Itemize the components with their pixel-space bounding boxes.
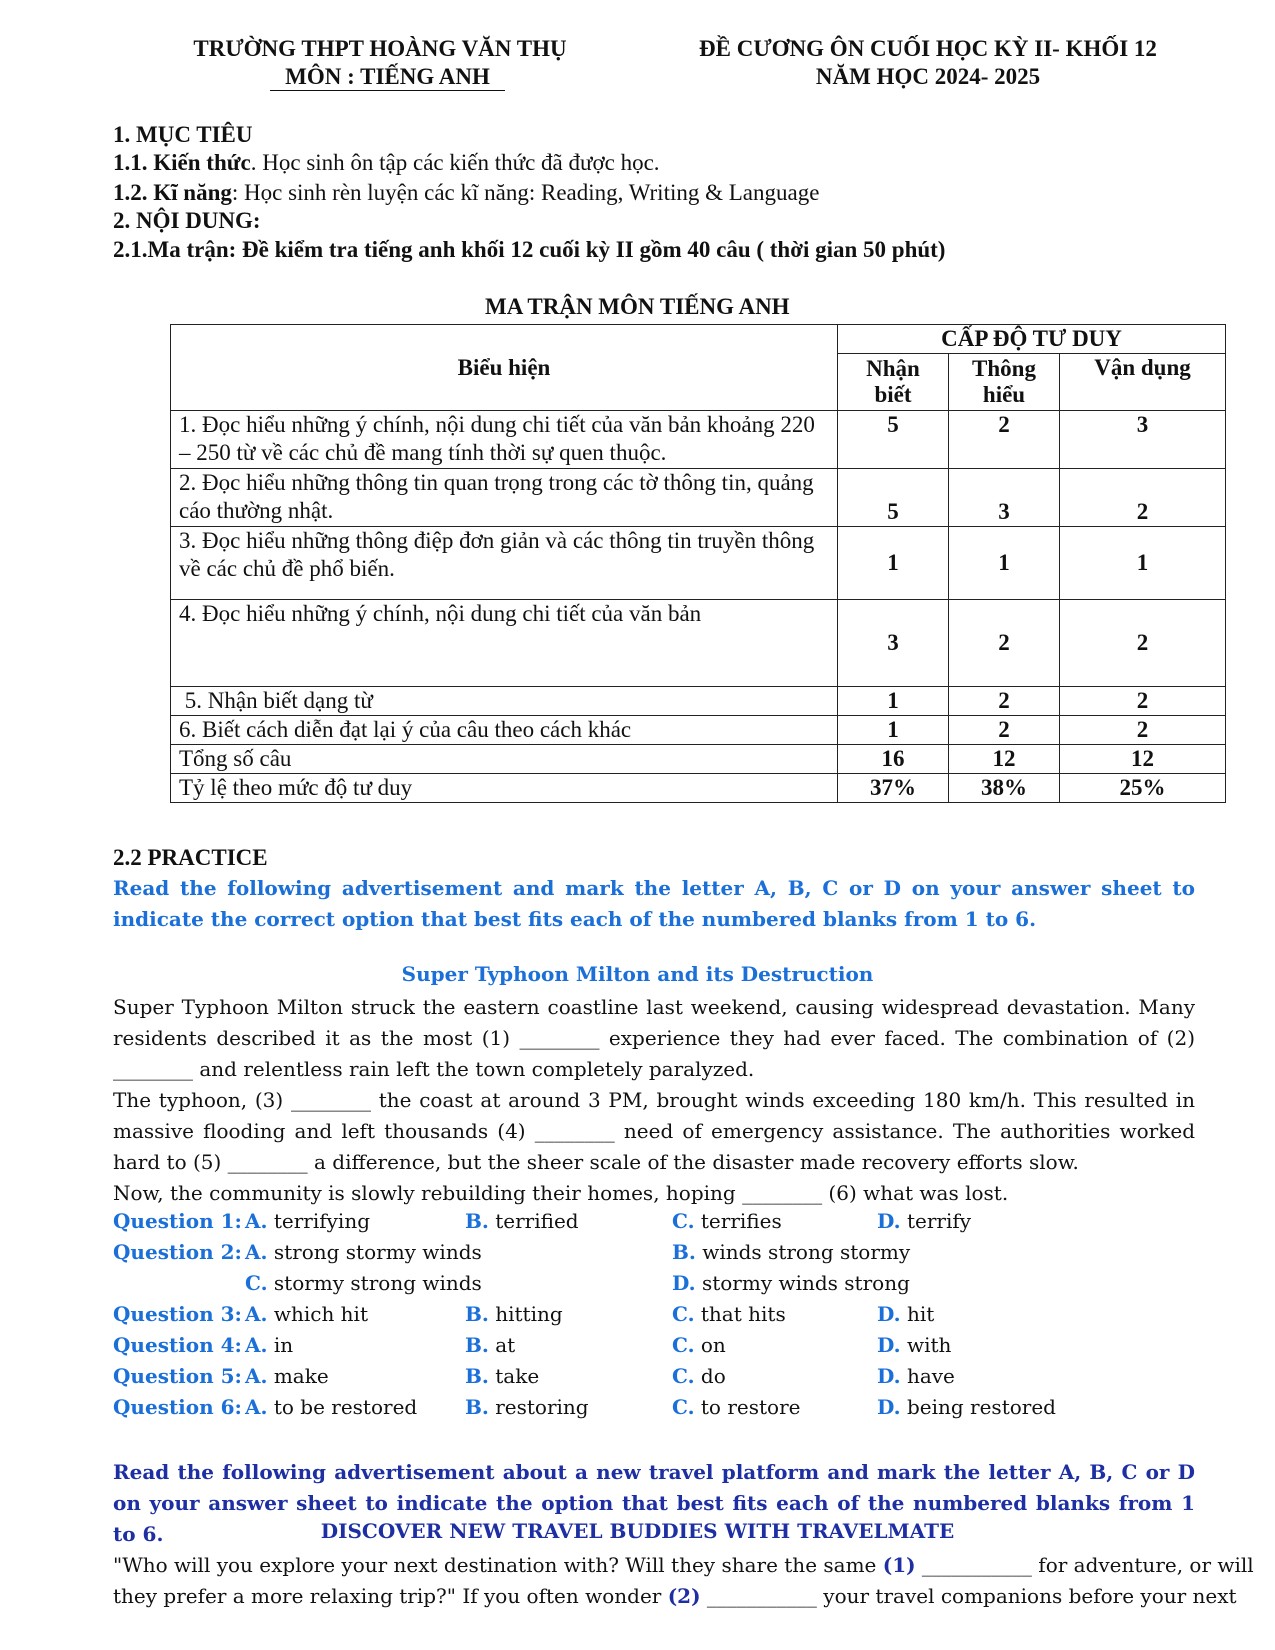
- cell-value: 1: [1060, 527, 1226, 600]
- cell-value: 1: [838, 716, 949, 745]
- cell-value: 37%: [838, 774, 949, 803]
- question-3: [113, 1302, 242, 1326]
- col-group-header: CẤP ĐỘ TƯ DUY: [838, 325, 1226, 354]
- option-letter: A.: [245, 1302, 268, 1326]
- option-letter: D.: [672, 1271, 696, 1295]
- section2-heading: 2. NỘI DUNG:: [113, 208, 261, 233]
- passage1-paragraph-1: Super Typhoon Milton struck the eastern coastline last weekend, causing widespread devastation. Many residents described it as the most (1) ________ experience they had ever faced. The combination of (2) ________ and relentless rain left the town completely paralyzed.: [113, 995, 1195, 1081]
- table-row: [171, 687, 1226, 716]
- option-letter: C.: [672, 1302, 695, 1326]
- row-desc: Tỷ lệ theo mức độ tư duy: [171, 774, 838, 803]
- question-label: Question 1:: [113, 1209, 242, 1233]
- practice-heading: 2.2 PRACTICE: [113, 845, 268, 870]
- option-letter: B.: [465, 1302, 489, 1326]
- cell-value: 12: [1060, 745, 1226, 774]
- option-text: restoring: [495, 1395, 589, 1419]
- option-b[interactable]: [465, 1395, 589, 1419]
- table-row: [171, 600, 1226, 687]
- cell-value: 2: [949, 411, 1060, 469]
- cell-value: 2: [1060, 687, 1226, 716]
- option-b[interactable]: [672, 1240, 910, 1264]
- cell-value: 12: [949, 745, 1060, 774]
- col-nhan-biet-header: Nhận biết: [838, 354, 949, 411]
- option-letter: A.: [245, 1333, 268, 1357]
- cell-value: 2: [1060, 469, 1226, 527]
- option-a[interactable]: [245, 1364, 329, 1388]
- option-text: have: [906, 1364, 955, 1388]
- option-letter: C.: [672, 1395, 695, 1419]
- cell-value: 1: [838, 527, 949, 600]
- option-c[interactable]: [672, 1333, 726, 1357]
- matrix-table: [170, 324, 1226, 803]
- cell-value: 1: [949, 527, 1060, 600]
- option-text: terrified: [495, 1209, 579, 1233]
- cell-value: 2: [949, 687, 1060, 716]
- passage2-text: "Who will you explore your next destination with? Will they share the same: [113, 1553, 883, 1577]
- option-letter: A.: [245, 1364, 268, 1388]
- cell-value: 2: [949, 600, 1060, 687]
- passage2-line-1: [113, 1550, 1254, 1581]
- passage1-paragraph-2: The typhoon, (3) ________ the coast at around 3 PM, brought winds exceeding 180 km/h. This resulted in massive flooding and left thousands (4) ________ need of emergency assistance. The authorities worked hard to (5) ________ a difference, but the sheer scale of the disaster made recovery efforts slow.: [113, 1088, 1195, 1174]
- passage2-text: ___________ your travel companions before your next: [700, 1584, 1237, 1608]
- col-van-dung-header: Vận dụng: [1060, 354, 1226, 411]
- option-letter: B.: [465, 1333, 489, 1357]
- option-c[interactable]: [672, 1302, 786, 1326]
- option-d[interactable]: [672, 1271, 910, 1295]
- knowledge-label: 1.1. Kiến thức: [113, 150, 251, 175]
- option-text: terrifying: [273, 1209, 371, 1233]
- question-6: [113, 1395, 242, 1419]
- option-letter: A.: [245, 1240, 268, 1264]
- option-letter: D.: [877, 1302, 901, 1326]
- question-label: Question 5:: [113, 1364, 242, 1388]
- option-text: stormy winds strong: [701, 1271, 910, 1295]
- option-d[interactable]: [877, 1209, 971, 1233]
- option-letter: D.: [877, 1395, 901, 1419]
- cell-value: 2: [1060, 600, 1226, 687]
- option-d[interactable]: [877, 1364, 955, 1388]
- blank-number: (2): [667, 1584, 701, 1608]
- blank-number: (1): [882, 1553, 916, 1577]
- row-desc: 4. Đọc hiểu những ý chính, nội dung chi tiết của văn bản: [171, 600, 838, 687]
- matrix-title: MA TRẬN MÔN TIẾNG ANH: [485, 294, 790, 319]
- school-year: NĂM HỌC 2024- 2025: [815, 64, 1041, 89]
- option-d[interactable]: [877, 1302, 934, 1326]
- option-a[interactable]: [245, 1302, 368, 1326]
- instruction-1: Read the following advertisement and mark the letter A, B, C or D on your answer sheet to indicate the correct option that best fits each of the numbered blanks from 1 to 6.: [113, 876, 1195, 931]
- school-name: TRƯỜNG THPT HOÀNG VĂN THỤ: [193, 36, 567, 61]
- cell-value: 5: [838, 469, 949, 527]
- document-title: ĐỀ CƯƠNG ÔN CUỐI HỌC KỲ II- KHỐI 12: [699, 36, 1157, 61]
- question-label: Question 6:: [113, 1395, 242, 1419]
- passage2-title: DISCOVER NEW TRAVEL BUDDIES WITH TRAVELMATE: [320, 1519, 955, 1543]
- option-letter: C.: [672, 1364, 695, 1388]
- col-thong-hieu-header: Thông hiểu: [949, 354, 1060, 411]
- section1-heading: 1. MỤC TIÊU: [113, 122, 253, 147]
- cell-value: 25%: [1060, 774, 1226, 803]
- option-letter: B.: [465, 1395, 489, 1419]
- question-label: Question 4:: [113, 1333, 242, 1357]
- option-text: take: [495, 1364, 540, 1388]
- option-a[interactable]: [245, 1240, 482, 1264]
- option-letter: D.: [877, 1209, 901, 1233]
- cell-value: 38%: [949, 774, 1060, 803]
- table-row: [171, 716, 1226, 745]
- option-text: with: [906, 1333, 952, 1357]
- question-5: [113, 1364, 242, 1388]
- passage1-paragraph-3: Now, the community is slowly rebuilding their homes, hoping ________ (6) what was lost.: [113, 1181, 1009, 1205]
- passage2-text: they prefer a more relaxing trip?" If you often wonder: [113, 1584, 668, 1608]
- cell-value: 3: [838, 600, 949, 687]
- option-text: strong stormy winds: [273, 1240, 482, 1264]
- option-text: to be restored: [273, 1395, 418, 1419]
- row-desc: 6. Biết cách diễn đạt lại ý của câu theo cách khác: [171, 716, 838, 745]
- option-letter: B.: [465, 1364, 489, 1388]
- option-text: make: [273, 1364, 329, 1388]
- matrix-heading: 2.1.Ma trận: Đề kiểm tra tiếng anh khối 12 cuối kỳ II gồm 40 câu ( thời gian 50 phút): [113, 237, 946, 262]
- option-c[interactable]: [672, 1209, 782, 1233]
- option-text: which hit: [273, 1302, 368, 1326]
- question-label: Question 2:: [113, 1240, 242, 1264]
- option-b[interactable]: [465, 1209, 579, 1233]
- col-desc-header: Biểu hiện: [171, 325, 838, 411]
- row-desc: Tổng số câu: [171, 745, 838, 774]
- option-text: hit: [906, 1302, 935, 1326]
- option-d[interactable]: [877, 1333, 951, 1357]
- skills-text: : Học sinh rèn luyện các kĩ năng: Reading, Writing & Language: [231, 180, 820, 205]
- passage2-line-2: [113, 1581, 1237, 1612]
- question-4: [113, 1333, 242, 1357]
- option-d[interactable]: [877, 1395, 1056, 1419]
- table-row: [171, 411, 1226, 469]
- table-row: [171, 469, 1226, 527]
- row-desc: 3. Đọc hiểu những thông điệp đơn giản và các thông tin truyền thông về các chủ đề phổ biến.: [171, 527, 838, 600]
- option-text: being restored: [906, 1395, 1056, 1419]
- option-letter: B.: [672, 1240, 696, 1264]
- option-b[interactable]: [465, 1302, 563, 1326]
- subject-name: MÔN : TIẾNG ANH: [270, 64, 505, 91]
- instruction-2: Read the following advertisement about a new travel platform and mark the letter A, B, C or D on your answer sheet to indicate the option that best fits each of the numbered blanks from 1 to 6.: [113, 1460, 1195, 1546]
- cell-value: 5: [838, 411, 949, 469]
- row-desc: 5. Nhận biết dạng từ: [171, 687, 838, 716]
- option-text: to restore: [700, 1395, 801, 1419]
- question-label: Question 3:: [113, 1302, 242, 1326]
- option-c[interactable]: [672, 1395, 800, 1419]
- skills-label: 1.2. Kĩ năng: [113, 180, 232, 205]
- cell-value: 2: [1060, 716, 1226, 745]
- option-letter: B.: [465, 1209, 489, 1233]
- option-letter: D.: [877, 1333, 901, 1357]
- cell-value: 3: [1060, 411, 1226, 469]
- option-text: stormy strong winds: [273, 1271, 482, 1295]
- option-a[interactable]: [245, 1333, 293, 1357]
- knowledge-text: . Học sinh ôn tập các kiến thức đã được học.: [250, 150, 660, 175]
- knowledge-line: [113, 150, 660, 176]
- option-text: do: [700, 1364, 726, 1388]
- option-letter: C.: [245, 1271, 268, 1295]
- table-row: [171, 745, 1226, 774]
- option-text: at: [495, 1333, 516, 1357]
- passage1-title: Super Typhoon Milton and its Destruction: [401, 962, 874, 986]
- option-b[interactable]: [465, 1333, 515, 1357]
- option-letter: C.: [672, 1333, 695, 1357]
- row-desc: 2. Đọc hiểu những thông tin quan trọng trong các tờ thông tin, quảng cáo thường nhật.: [171, 469, 838, 527]
- question-2: [113, 1240, 242, 1264]
- option-text: winds strong stormy: [702, 1240, 911, 1264]
- cell-value: 3: [949, 469, 1060, 527]
- option-letter: A.: [245, 1209, 268, 1233]
- option-letter: A.: [245, 1395, 268, 1419]
- cell-value: 16: [838, 745, 949, 774]
- cell-value: 2: [949, 716, 1060, 745]
- option-a[interactable]: [245, 1209, 370, 1233]
- option-c[interactable]: [245, 1271, 482, 1295]
- option-a[interactable]: [245, 1395, 417, 1419]
- option-letter: D.: [877, 1364, 901, 1388]
- table-row: [171, 527, 1226, 600]
- option-text: on: [700, 1333, 726, 1357]
- option-b[interactable]: [465, 1364, 539, 1388]
- skills-line: [113, 180, 819, 206]
- option-text: terrifies: [700, 1209, 782, 1233]
- option-text: terrify: [906, 1209, 972, 1233]
- option-letter: C.: [672, 1209, 695, 1233]
- option-text: hitting: [495, 1302, 563, 1326]
- cell-value: 1: [838, 687, 949, 716]
- option-c[interactable]: [672, 1364, 726, 1388]
- option-text: that hits: [700, 1302, 786, 1326]
- passage2-text: ___________ for adventure, or will: [915, 1553, 1254, 1577]
- table-row: [171, 774, 1226, 803]
- question-1: [113, 1209, 242, 1233]
- option-text: in: [273, 1333, 294, 1357]
- row-desc: 1. Đọc hiểu những ý chính, nội dung chi tiết của văn bản khoảng 220 – 250 từ về các chủ đề mang tính thời sự quen thuộc.: [171, 411, 838, 469]
